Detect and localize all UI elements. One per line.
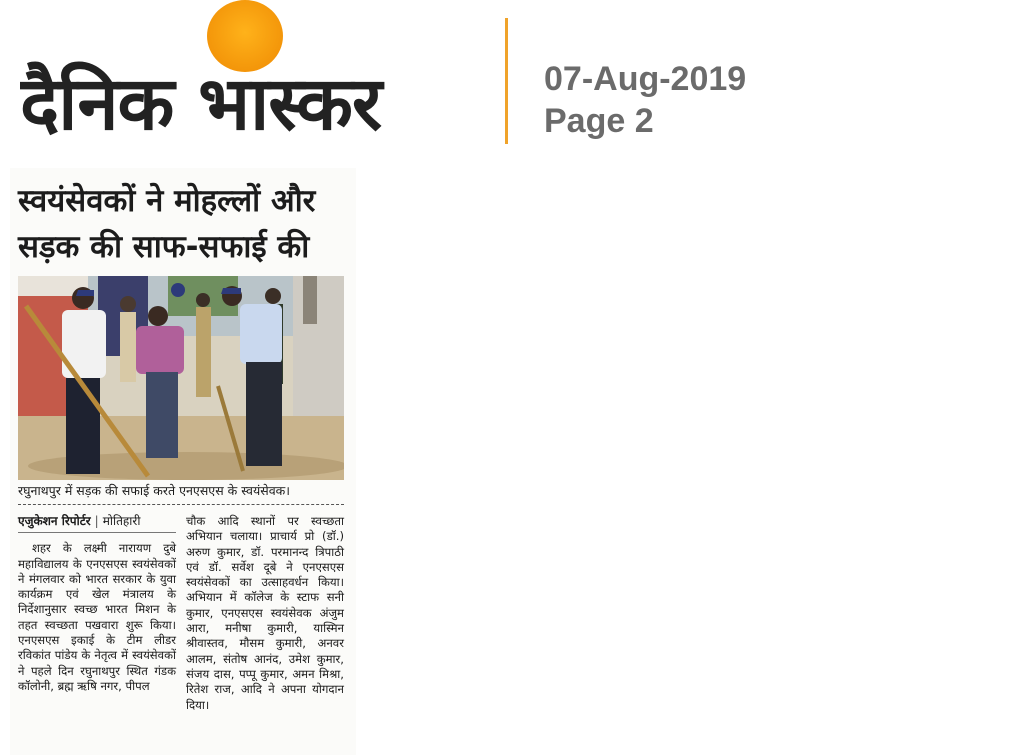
masthead-divider: [505, 18, 508, 144]
article-column-right: [186, 514, 344, 713]
dashed-divider: [18, 504, 344, 505]
volunteers-cleaning-photo: [18, 276, 344, 480]
byline-place: मोतिहारी: [102, 514, 141, 528]
edition-date: 07-Aug-2019: [544, 60, 747, 98]
masthead: [0, 0, 1013, 160]
article-photo: [18, 276, 344, 480]
article-body-left: शहर के लक्ष्मी नारायण दुबे महाविद्यालय के एनएसएस स्वयंसेवकों ने मंगलवार को भारत सरकार के युवा कार्यक्रम एवं खेल मंत्रालय के निर्देशानुसार स्वच्छ भारत मिशन के तहत स्वच्छता पखवारा शुरू किया। एनएसएस इकाई के टीम लीडर रविकांत पांडेय के नेतृत्व में स्वयंसेवकों ने पहले दिन रघुनाथपुर स्थित गंडक कॉलोनी, ब्रह्म ऋषि नगर, पीपल: [18, 541, 176, 693]
byline-separator: |: [94, 514, 99, 528]
byline-reporter: एजुकेशन रिपोर्टर: [18, 514, 91, 528]
article-column-left: [18, 514, 176, 694]
edition-page: Page 2: [544, 102, 654, 140]
byline: [18, 514, 176, 533]
article-body-right: चौक आदि स्थानों पर स्वच्छता अभियान चलाया। प्राचार्य प्रो (डॉ.) अरुण कुमार, डॉ. परमानन्द त्रिपाठी एवं डॉ. सर्वेश दूबे ने एनएसएस स्वयंसेवकों का उत्साहवर्धन किया। अभियान में कॉलेज के स्टाफ सनी कुमार, एनएसएस स्वयंसेवक अंजुम आरा, मनीषा कुमारी, यास्मिन श्रीवास्तव, मौसम कुमारी, अनवर आलम, संतोष आनंद, उमेश कुमार, संजय दास, पप्पू कुमार, अमन मिश्रा, रितेश राज, आदि ने अपना योगदान दिया।: [186, 514, 344, 712]
newspaper-logo: दैनिक भास्कर: [20, 61, 382, 147]
photo-caption: रघुनाथपुर में सड़क की सफाई करते एनएसएस के स्वयंसेवक।: [18, 483, 290, 498]
article-clipping: [10, 168, 356, 755]
article-headline: स्वयंसेवकों ने मोहल्लों और सड़क की साफ-सफाई की: [18, 183, 316, 265]
